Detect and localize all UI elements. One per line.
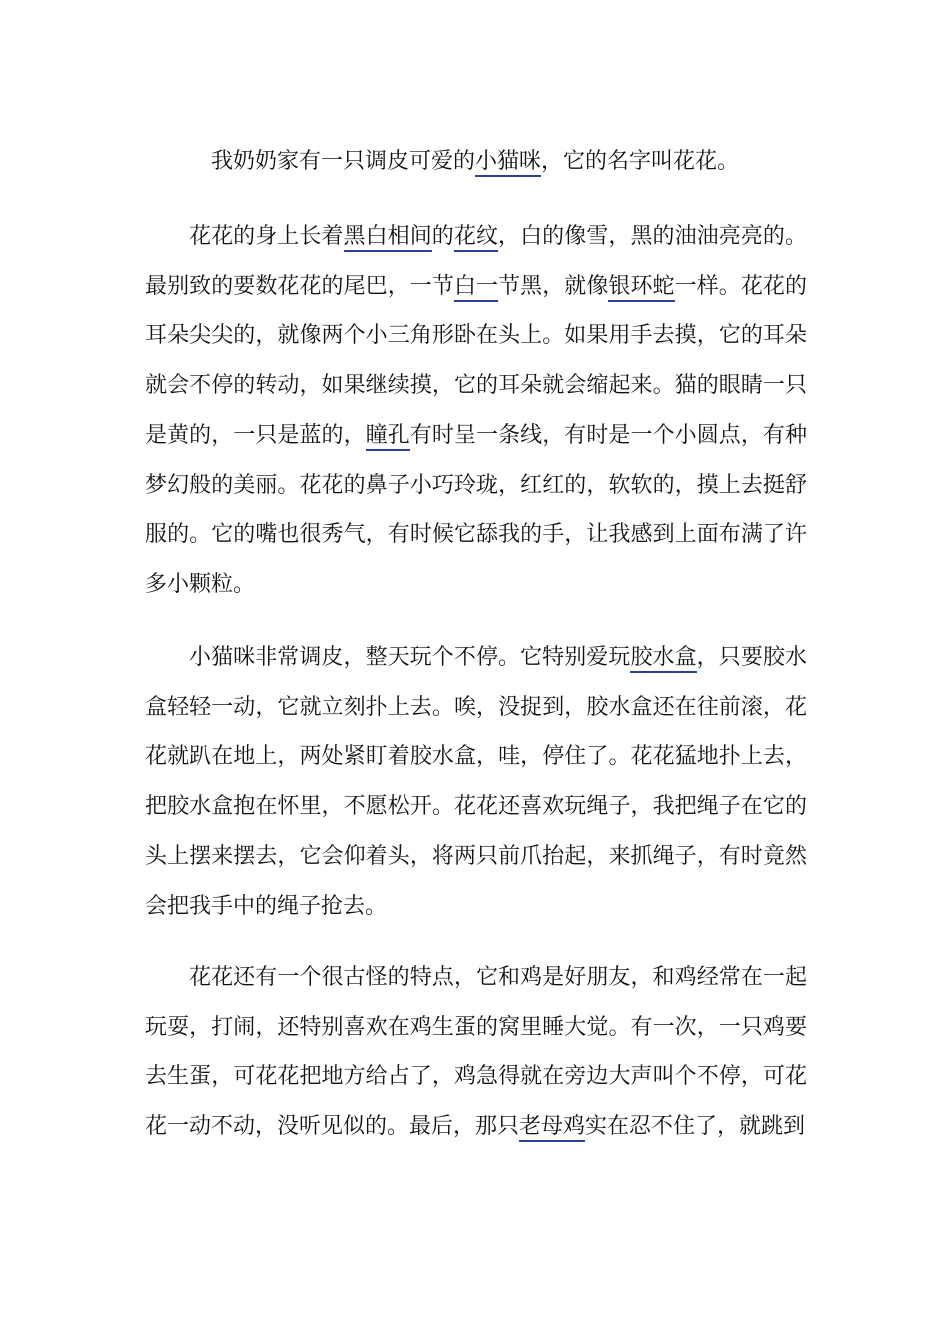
underlined-word: 瞳孔 <box>366 423 410 451</box>
underlined-word: 花纹 <box>454 224 498 252</box>
body-text: 实在忍不住了，就跳到 <box>585 1114 806 1140</box>
body-text: 小猫咪非常调皮，整天玩个不停。它特别爱玩 <box>189 645 631 670</box>
underlined-word: 小猫咪 <box>475 149 541 177</box>
underlined-word: 银环蛇 <box>608 274 674 302</box>
paragraph-play <box>145 633 807 931</box>
body-text: ，白的像雪，黑的油油亮亮的。最别致的要数花花的尾巴，一节 <box>145 224 807 299</box>
title-text: ，它的名字叫花花。 <box>541 149 740 174</box>
title-line <box>0 146 950 178</box>
underlined-word: 白一 <box>454 274 498 302</box>
body-text: 的 <box>431 224 454 249</box>
body-text: 有时呈一条线，有时是一个小圆点，有种梦幻般的美丽。花花的鼻子小巧玲珑，红红的，软软的，摸上去挺舒服的。它的嘴也很秀气，有时候它舔我的手，让我感到上面布满了许多小颗粒。 <box>145 422 807 597</box>
body-text: 花花还有一个很古怪的特点，它和鸡是好朋友，和鸡经常在一起玩耍，打闹，还特别喜欢在鸡生蛋的窝里睡大觉。有一次，一只鸡要去生蛋，可花花把地方给占了，鸡急得就在旁边大声叫个不停，可花花一动不动，没听见似的。最后，那只 <box>145 965 807 1140</box>
body-text: 花花的身上长着 <box>189 224 344 249</box>
underlined-word: 黑白相间 <box>344 224 432 252</box>
body-text: 一样。花花的耳朵尖尖的，就像两个小三角形卧在头上。如果用手去摸，它的耳朵就会不停的转动，如果继续摸，它的耳朵就会缩起来。猫的眼睛一只是黄的，一只是蓝的， <box>145 273 807 448</box>
underlined-word: 老母鸡 <box>519 1114 585 1142</box>
paragraph-appearance <box>145 212 807 610</box>
paragraph-chicken <box>145 953 807 1152</box>
underlined-word: 胶水盒 <box>630 645 696 673</box>
body-text: ，只要胶水盒轻轻一动，它就立刻扑上去。唉，没捉到，胶水盒还在往前滚，花花就趴在地上，两处紧盯着胶水盒，哇，停住了。花花猛地扑上去，把胶水盒抱在怀里，不愿松开。花花还喜欢玩绳子，我把绳子在它的头上摆来摆去，它会仰着头，将两只前爪抬起，来抓绳子，有时竟然会把我手中的绳子抢去。 <box>145 645 807 919</box>
body-text: 节黑，就像 <box>498 273 609 299</box>
title-text: 我奶奶家有一只调皮可爱的 <box>210 149 475 174</box>
